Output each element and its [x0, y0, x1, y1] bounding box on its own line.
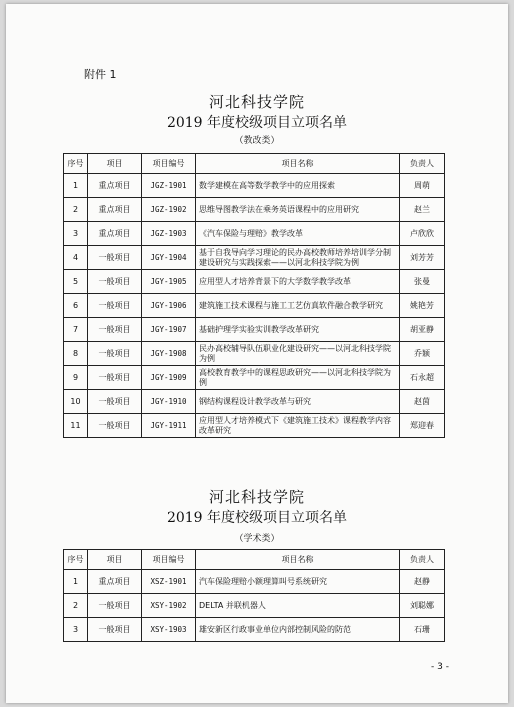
cell-index: 1: [64, 570, 88, 594]
cell-leader: 周萌: [400, 174, 445, 198]
cell-code: XSY-1902: [142, 594, 196, 618]
cell-index: 4: [64, 246, 88, 270]
table-row: [64, 174, 445, 198]
cell-level: 一般项目: [88, 618, 142, 642]
cell-leader: 刘聪娜: [400, 594, 445, 618]
table-row: [64, 246, 445, 270]
cell-leader: 赵兰: [400, 198, 445, 222]
cell-level: 一般项目: [88, 594, 142, 618]
cell-code: JGY-1906: [142, 294, 196, 318]
school-name: 河北科技学院: [208, 93, 305, 111]
cell-level: 一般项目: [88, 342, 142, 366]
cell-project-name: DELTA 并联机器人: [196, 594, 400, 618]
attachment-label: 附件 1: [84, 68, 117, 81]
header-name: 项目名称: [196, 154, 400, 174]
cell-leader: 卢欣欣: [400, 222, 445, 246]
cell-level: 一般项目: [88, 246, 142, 270]
cell-project-name: 应用型人才培养模式下《建筑施工技术》课程教学内容改革研究: [196, 414, 400, 438]
cell-project-name: 思维导图教学法在乘务英语课程中的应用研究: [196, 198, 400, 222]
page-number: - 3 -: [431, 662, 449, 672]
school-name: 河北科技学院: [208, 488, 305, 506]
cell-code: JGZ-1903: [142, 222, 196, 246]
cell-level: 重点项目: [88, 222, 142, 246]
table-header-row: [64, 154, 445, 174]
cell-index: 3: [64, 618, 88, 642]
table-row: [64, 270, 445, 294]
cell-code: JGZ-1901: [142, 174, 196, 198]
table-row: [64, 594, 445, 618]
cell-leader: 胡亚静: [400, 318, 445, 342]
list-title: 2019 年度校级项目立项名单: [166, 510, 348, 526]
table-row: [64, 198, 445, 222]
cell-code: JGY-1909: [142, 366, 196, 390]
cell-leader: 石永超: [400, 366, 445, 390]
cell-code: XSY-1903: [142, 618, 196, 642]
cell-leader: 姚艳芳: [400, 294, 445, 318]
cell-level: 一般项目: [88, 414, 142, 438]
cell-project-name: 数学建模在高等数学教学中的应用探索: [196, 174, 400, 198]
table-row: [64, 618, 445, 642]
category-label: （学术类）: [234, 534, 280, 544]
header-level: 项目: [88, 550, 142, 570]
cell-level: 重点项目: [88, 198, 142, 222]
academic-table: [63, 549, 445, 642]
cell-project-name: 应用型人才培养背景下的大学数学教学改革: [196, 270, 400, 294]
cell-index: 2: [64, 594, 88, 618]
cell-leader: 赵茵: [400, 390, 445, 414]
cell-index: 3: [64, 222, 88, 246]
cell-project-name: 雄安新区行政事业单位内部控制风险的防范: [196, 618, 400, 642]
cell-project-name: 汽车保险理赔小额理算叫号系统研究: [196, 570, 400, 594]
table-row: [64, 414, 445, 438]
header-code: 项目编号: [142, 154, 196, 174]
cell-index: 11: [64, 414, 88, 438]
table-row: [64, 366, 445, 390]
cell-project-name: 钢结构课程设计教学改革与研究: [196, 390, 400, 414]
header-level: 项目: [88, 154, 142, 174]
table-row: [64, 222, 445, 246]
table-row: [64, 570, 445, 594]
table-row: [64, 390, 445, 414]
cell-leader: 赵静: [400, 570, 445, 594]
cell-code: XSZ-1901: [142, 570, 196, 594]
header-leader: 负责人: [400, 154, 445, 174]
cell-index: 9: [64, 366, 88, 390]
header-index: 序号: [64, 154, 88, 174]
cell-leader: 张曼: [400, 270, 445, 294]
cell-project-name: 基于自我导向学习理论的民办高校教师培养培训学分制建设研究与实践探索——以河北科技学院为例: [196, 246, 400, 270]
cell-level: 一般项目: [88, 270, 142, 294]
category-label: （教改类）: [234, 136, 280, 146]
cell-level: 一般项目: [88, 318, 142, 342]
table-header-row: [64, 550, 445, 570]
cell-leader: 郑迎春: [400, 414, 445, 438]
cell-level: 一般项目: [88, 294, 142, 318]
cell-level: 一般项目: [88, 366, 142, 390]
cell-index: 5: [64, 270, 88, 294]
cell-project-name: 民办高校辅导队伍职业化建设研究——以河北科技学院为例: [196, 342, 400, 366]
cell-leader: 乔颖: [400, 342, 445, 366]
cell-index: 10: [64, 390, 88, 414]
cell-code: JGY-1910: [142, 390, 196, 414]
cell-index: 8: [64, 342, 88, 366]
cell-code: JGZ-1902: [142, 198, 196, 222]
cell-index: 6: [64, 294, 88, 318]
table-row: [64, 294, 445, 318]
list-title: 2019 年度校级项目立项名单: [166, 115, 348, 131]
cell-level: 重点项目: [88, 570, 142, 594]
cell-project-name: 高校教育教学中的课程思政研究——以河北科技学院为例: [196, 366, 400, 390]
document-page: [6, 4, 508, 703]
cell-level: 一般项目: [88, 390, 142, 414]
cell-leader: 刘芳芳: [400, 246, 445, 270]
cell-leader: 石珊: [400, 618, 445, 642]
header-leader: 负责人: [400, 550, 445, 570]
table-row: [64, 342, 445, 366]
cell-code: JGY-1904: [142, 246, 196, 270]
cell-project-name: 建筑施工技术课程与施工工艺仿真软件融合教学研究: [196, 294, 400, 318]
cell-index: 7: [64, 318, 88, 342]
cell-code: JGY-1905: [142, 270, 196, 294]
cell-index: 1: [64, 174, 88, 198]
cell-project-name: 基础护理学实验实训教学改革研究: [196, 318, 400, 342]
table-row: [64, 318, 445, 342]
cell-code: JGY-1908: [142, 342, 196, 366]
cell-code: JGY-1907: [142, 318, 196, 342]
header-code: 项目编号: [142, 550, 196, 570]
cell-level: 重点项目: [88, 174, 142, 198]
cell-code: JGY-1911: [142, 414, 196, 438]
header-index: 序号: [64, 550, 88, 570]
header-name: 项目名称: [196, 550, 400, 570]
cell-index: 2: [64, 198, 88, 222]
teaching-reform-table: [63, 153, 445, 438]
cell-project-name: 《汽车保险与理赔》教学改革: [196, 222, 400, 246]
